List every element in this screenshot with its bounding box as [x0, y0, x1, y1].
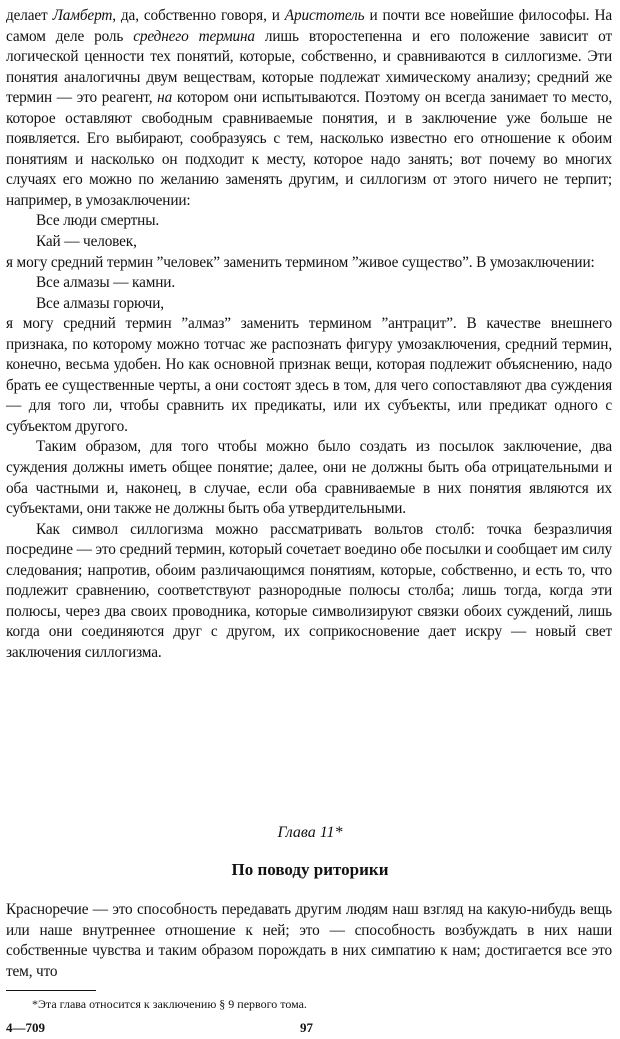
- printer-signature: 4—709: [6, 1020, 45, 1035]
- text-run: и почти все новейшие философы. На самом деле роль: [6, 7, 613, 45]
- paragraph-4: Таким образом, для того чтобы можно было создать из посылок заключение, два суждения должны иметь общее понятие; далее, они не должны быть оба отрицательными и оба частными и, наконец, в случае, если оба сравниваемые в них понятия являются их субъектами, они также не должны быть оба утвердительными.: [6, 438, 612, 518]
- term-middle: среднего термина: [133, 27, 255, 45]
- paragraph-5: Как символ силлогизма можно рассматривать вольтов столб: точка безразличия посредине — это средний термин, который сочетает воедино обе посылки и сообщает им силу следования; напротив, обоим различающимся понятиям, которые, собственно, и есть то, что подлежит сравнению, соответствуют разнородные полюсы столба; лишь тогда, когда эти полюсы, через два своих проводника, которые символизируют связки обоих суждений, лишь когда они соединяются друг с другом, их соприкосновение дает искру — новый свет заключения силлогизма.: [6, 520, 612, 661]
- example-2-line-2: Все алмазы горючи,: [36, 294, 164, 312]
- emphasis-na: на: [157, 89, 173, 107]
- text-run: лишь второстепенна и его положение зависит от логической ценности тех понятий, которые, собственно, и сравниваются в силлогизме. Эти понятия аналогичны двум веществам, которые подлежат химическому анализу; средний же термин — это реагент,: [6, 27, 613, 107]
- chapter-title: По поводу риторики: [231, 860, 389, 879]
- text-run: , да, собственно говоря, и: [112, 7, 285, 24]
- example-1-line-2: Кай — человек,: [36, 233, 137, 251]
- name-aristotle: Аристотель: [284, 7, 365, 24]
- main-text: [6, 6, 612, 664]
- paragraph-2: я могу средний термин ”человек” заменить термином ”живое существо”. В умозаключении:: [6, 253, 595, 271]
- page-number: 97: [300, 1020, 313, 1035]
- example-2-line-1: Все алмазы — камни.: [36, 274, 175, 292]
- paragraph-3: я могу средний термин ”алмаз” заменить термином ”антрацит”. В качестве внешнего признака, по которому можно тотчас же распознать фигуру умозаключения, средний термин, конечно, весьма удобен. Но как основной признак вещи, которая подлежит объяснению, надо брать ее существенные черты, а они состоят здесь в том, для чего сопоставляют два суждения — для того ли, чтобы сравнить их предикаты, или их субъекты, или предикат одного с субъектом другого.: [6, 315, 612, 435]
- chapter-label: Глава 11*: [277, 824, 343, 841]
- paragraph-1: [6, 6, 612, 211]
- example-1-line-1: Все люди смертны.: [36, 212, 159, 230]
- footnote: *Эта глава относится к заключению § 9 первого тома.: [32, 997, 307, 1011]
- footnote-divider: [6, 990, 96, 991]
- text-run: котором они испытываются. Поэтому он всегда занимает то место, которое оставляют свободным сравниваемые понятия, и в заключение уже больше не появляется. Его выбирают, сообразуясь с тем, насколько известно его отношение к обоим понятиям и насколько он подходит к месту, которое надо занять; вот почему во многих случаях его можно по желанию заменять другим, и силлогизм от этого ничего не терпит; например, в умозаключении:: [6, 89, 612, 209]
- chapter-paragraph: Красноречие — это способность передавать другим людям наш взгляд на какую-нибудь вещь или наше внутреннее отношение к ней; это — способность возбуждать в них наши собственные чувства и таким образом порождать в них симпатию к нам; достигается все это тем, что: [6, 901, 612, 980]
- text-run: делает: [6, 7, 53, 24]
- name-lambert: Ламберт: [52, 7, 113, 24]
